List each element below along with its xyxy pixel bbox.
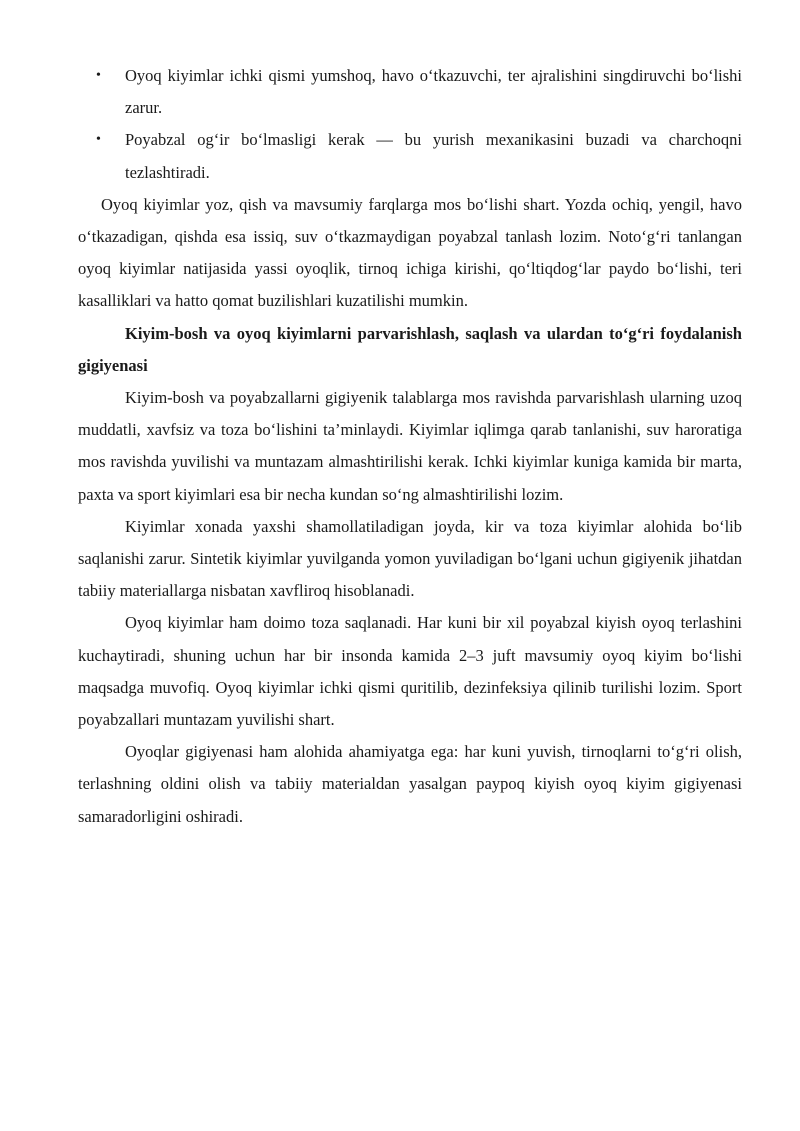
body-paragraph: Kiyimlar xonada yaxshi shamollatiladigan joyda, kir va toza kiyimlar alohida bo‘lib saqlanishi zarur. Sintetik kiyimlar yuvilganda yomon yuviladigan bo‘lgani uchun gigiyenik jihatdan tabiiy materiallarga nisbatan xavfliroq hisoblanadi. [78, 516, 742, 601]
body-paragraph: Oyoq kiyimlar ham doimo toza saqlanadi. Har kuni bir xil poyabzal kiyish oyoq terlashini kuchaytiradi, shuning uchun har bir insonda kamida 2–3 juft mavsumiy oyoq kiyim bo‘lishi maqsadga muvofiq. Oyoq kiyimlar ichki qismi quritilib, dezinfeksiya qilinib turilishi lozim. Sport poyabzallari muntazam yuvilishi shart. [78, 613, 742, 730]
intro-paragraph: Oyoq kiyimlar yoz, qish va mavsumiy farqlarga mos bo‘lishi shart. Yozda ochiq, yengil, havo o‘tkazadigan, qishda esa issiq, suv o‘tkazmaydigan poyabzal tanlash lozim. Noto‘g‘ri tanlangan oyoq kiyimlar natijasida yassi oyoqlik, tirnoq ichiga kirishi, qo‘ltiqdog‘lar paydo bo‘lishi, teri kasalliklari va hatto qomat buzilishlari kuzatilishi mumkin. [78, 194, 742, 311]
bullet-text: Poyabzal og‘ir bo‘lmasligi kerak — bu yurish mexanikasini buzadi va charchoqni tezlashtiradi. [125, 130, 742, 182]
bullet-text: Oyoq kiyimlar ichki qismi yumshoq, havo o‘tkazuvchi, ter ajralishini singdiruvchi bo‘lishi zarur. [125, 66, 742, 118]
bullet-item [78, 60, 742, 124]
bullet-item [78, 124, 742, 188]
document-page [78, 60, 742, 833]
body-paragraph: Oyoqlar gigiyenasi ham alohida ahamiyatga ega: har kuni yuvish, tirnoqlarni to‘g‘ri olish, terlashning oldini olish va tabiiy materialdan yasalgan paypoq kiyish oyoq kiyim gigiyenasi samaradorligini oshiradi. [78, 742, 742, 826]
bullet-list [78, 60, 742, 189]
body-paragraph: Kiyim-bosh va poyabzallarni gigiyenik talablarga mos ravishda parvarishlash ularning uzoq muddatli, xavfsiz va toza bo‘lishini ta’minlaydi. Kiyimlar iqlimga qarab tanlanishi, suv haroratiga mos ravishda yuvilishi va muntazam almashtirilishi kerak. Ichki kiyimlar kuniga kamida bir marta, paxta va sport kiyimlari esa bir necha kundan so‘ng almashtirilishi lozim. [78, 388, 742, 504]
section-heading: Kiyim-bosh va oyoq kiyimlarni parvarishlash, saqlash va ulardan to‘g‘ri foydalanish gigiyenasi [78, 323, 742, 375]
bullet-dot-icon: • [96, 132, 101, 148]
bullet-dot-icon: • [96, 68, 101, 83]
